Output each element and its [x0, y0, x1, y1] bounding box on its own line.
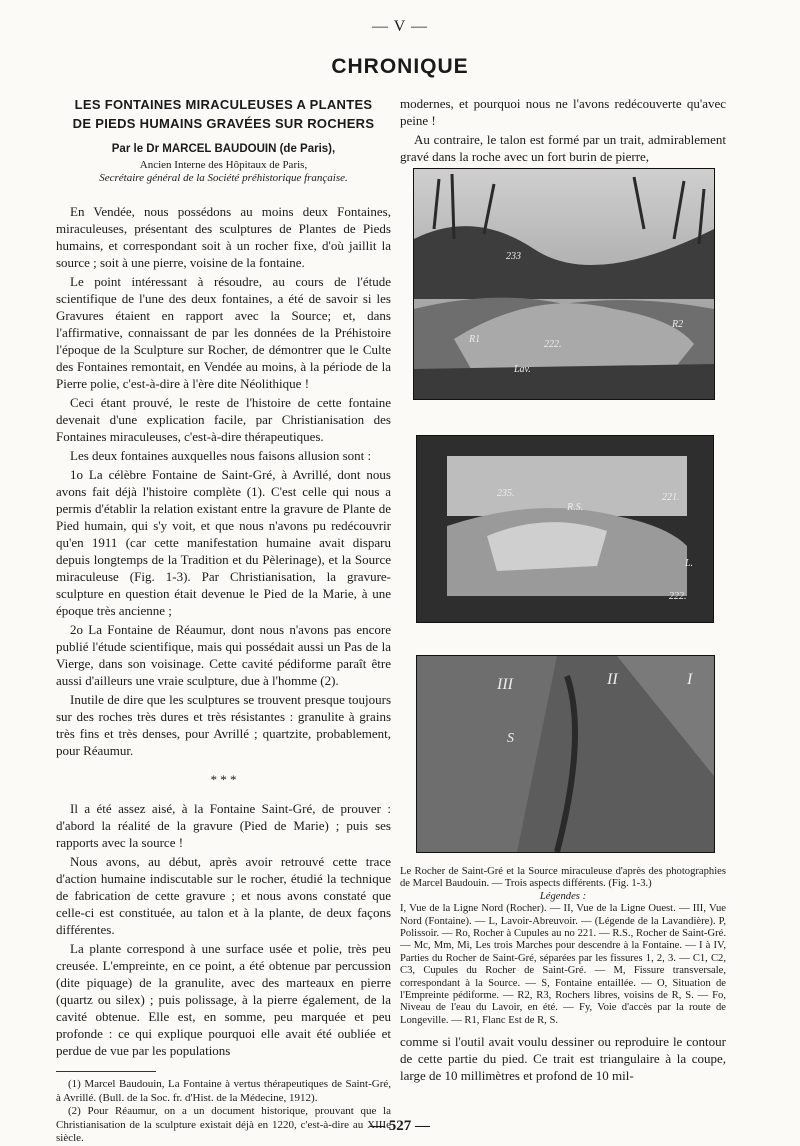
- photo-rocher-view-1: [413, 168, 715, 400]
- paragraph: Les deux fontaines auxquelles nous faisons allusion sont :: [70, 448, 372, 463]
- affiliation-1: Ancien Interne des Hôpitaux de Paris,: [139, 159, 308, 171]
- article-title: [56, 95, 391, 133]
- photo-label: 235.: [497, 488, 515, 499]
- legend-heading: Légendes :: [539, 890, 587, 902]
- paragraph: Nous avons, au début, après avoir retrouvé cette trace d'action humaine indiscutable sur le rocher, étudié la technique de fabrication de cette gravure ; et nous avons constaté que celle-ci est constituée, au talon et à la plante, de deux façons différentes.: [56, 854, 391, 937]
- figure-caption-block: [400, 866, 726, 1084]
- article-title-line1: LES FONTAINES MIRACULEUSES A PLANTES: [74, 97, 373, 112]
- paragraph: Inutile de dire que les sculptures se trouvent presque toujours sur des roches très dures et très résistantes : granulite à grains très fins et très denses, pour Avrillé ; quartzite, probablement, pour Réaumur.: [56, 692, 391, 758]
- photo-label: I: [687, 671, 693, 688]
- page-roman-header: — V —: [372, 18, 428, 35]
- landscape-photo: [414, 169, 714, 399]
- photo-label: S: [507, 731, 514, 746]
- photo-rocher-view-2: [416, 435, 714, 623]
- section-title: CHRONIQUE: [331, 55, 469, 78]
- photo-rocher-view-3: [416, 655, 715, 853]
- paragraph: Le point intéressant à résoudre, au cours de l'étude scientifique de l'une des deux fontaines, a été de savoir si les Gravures étaient en rapport avec la Source; et, dans l'affirmative, connaissant de par les données de la Préhistoire l'époque de la Sculpture sur Rocher, de démontrer que le Culte des Fontaines remontait, en Vendée au moins, à la période de la Pierre polie, c'est-à-dire à l'ère dite Néolithique !: [56, 274, 391, 391]
- photo-label: R.S.: [567, 502, 584, 513]
- right-column-top: [400, 95, 726, 167]
- footnote: (1) Marcel Baudouin, La Fontaine à vertus thérapeutiques de Saint-Gré, à Avrillé. (Bull. de la Soc. fr. d'Hist. de la Médecine, 1912).: [56, 1078, 391, 1104]
- paragraph: Il a été assez aisé, à la Fontaine Saint-Gré, de prouver : d'abord la réalité de la gravure (Pied de Marie) ; puis ses rapports avec la source !: [56, 801, 391, 850]
- footnote-divider: [56, 1071, 156, 1072]
- section-separator: * * *: [210, 772, 237, 787]
- figure-legend: I, Vue de la Ligne Nord (Rocher). — II, Vue de la Ligne Ouest. — III, Vue Nord (Fontaine). — L, Lavoir-Abreuvoir. — (Légende de la Lavandière). P, Polissoir. — Ro, Rocher à Cupules au no 221. — R.S., Rocher de Saint-Gré. — Mc, Mm, Mi, Les trois Marches pour descendre à la Fontaine. — I à IV, Parties du Rocher de Saint-Gré, séparées par les fissures 1, 2, 3. — C1, C2, C3, Cupules du Rocher de Saint-Gré. — M, Fissure transversale, correspondant à la Source. — S, Fontaine entaillée. — O, Situation de l'Empreinte pédiforme. — R2, R3, Rochers libres, voisins de R, S. — Fo, Niveau de l'eau du Lavoir, en été. — Fy, Voie d'accès par la route de Longeville. — R1, Flanc Est de R, S.: [400, 903, 726, 1026]
- article-title-line2: DE PIEDS HUMAINS GRAVÉES SUR ROCHERS: [72, 116, 375, 131]
- page-number: — 527 —: [370, 1118, 430, 1134]
- footnote: (2) Pour Réaumur, on a un document historique, prouvant que la Christianisation de la sculpture existait déjà en 1220, c'est-à-dire au XIIIe siècle.: [56, 1105, 391, 1144]
- photo-label: R1: [469, 334, 481, 345]
- paragraph: Au contraire, le talon est formé par un trait, admirablement gravé dans la roche avec un fort burin de pierre,: [400, 132, 726, 164]
- photo-label: III: [497, 676, 513, 693]
- affiliation-2: Secrétaire général de la Société préhistorique française.: [99, 172, 348, 184]
- photo-label: Lav.: [514, 364, 531, 375]
- photo-label: 222.: [669, 591, 687, 602]
- photo-label: II: [607, 671, 618, 688]
- paragraph: 1o La célèbre Fontaine de Saint-Gré, à Avrillé, dont nous avons fait déjà l'histoire complète (1). C'est celle qui nous a permis d'établir la relation existant entre la gravure de Plante de Pied humain, qui s'y voit, et que nous n'avons pu redécouvrir qu'en 1911 (car cette manifestation humaine avait disparu depuis longtemps de la Tradition et du Pèlerinage), et la Source miraculeuse (Fig. 1-3). Par Christianisation, la gravure-sculpture en question était devenue le Pied de la Marie, à une époque très ancienne ;: [56, 467, 391, 618]
- left-column: [56, 95, 391, 1146]
- rock-closeup-photo: [417, 656, 714, 852]
- paragraph: En Vendée, nous possédons au moins deux Fontaines, miraculeuses, présentant des sculptures de Plantes de Pieds humains, et correspondant soit à un rocher fixe, d'où jaillit la source ; soit à une pierre, voisine de la fontaine.: [56, 204, 391, 270]
- paragraph: modernes, et pourquoi nous ne l'avons redécouverte qu'avec peine !: [400, 96, 726, 128]
- paragraph: 2o La Fontaine de Réaumur, dont nous n'avons pas encore publié l'étude scientifique, mais qui possédait aussi un Pas de la Vierge, dans son voisinage. Cette cavité pédiforme paraît être aussi d'ailleurs une vraie sculpture, due à l'homme (2).: [56, 622, 391, 688]
- figure-caption: Le Rocher de Saint-Gré et la Source miraculeuse d'après des photographies de Marcel Baudouin. — Trois aspects différents. (Fig. 1-3.): [400, 866, 726, 890]
- paragraph: La plante correspond à une surface usée et polie, très peu creusée. L'empreinte, en ce point, a été obtenue par percussion (dite piquage) de la granulite, avec des marteaux en pierre (quartz ou silex) ; puis polissage, à la pierre également, de la cavité obtenue. Elle est, en somme, peu marquée et peu profonde : ce qui explique pourquoi elle avait été oubliée et perdue de vue par les populations: [56, 941, 391, 1058]
- photo-label: 233: [506, 251, 521, 262]
- photo-label: 221.: [662, 492, 680, 503]
- photo-label: R2: [672, 319, 684, 330]
- photo-label: L.: [685, 558, 694, 569]
- paragraph: comme si l'outil avait voulu dessiner ou reproduire le contour de cette partie du pied. Ce trait est triangulaire à la coupe, large de 10 millimètres et profond de 10 mil-: [400, 1034, 726, 1084]
- photo-label: 222.: [544, 339, 562, 350]
- paragraph: Ceci étant prouvé, le reste de l'histoire de cette fontaine devenait d'une explication facile, par Christianisation des Fontaines miraculeuses, c'est-à-dire thérapeutiques.: [56, 395, 391, 444]
- byline: Par le Dr MARCEL BAUDOUIN (de Paris),: [111, 143, 336, 155]
